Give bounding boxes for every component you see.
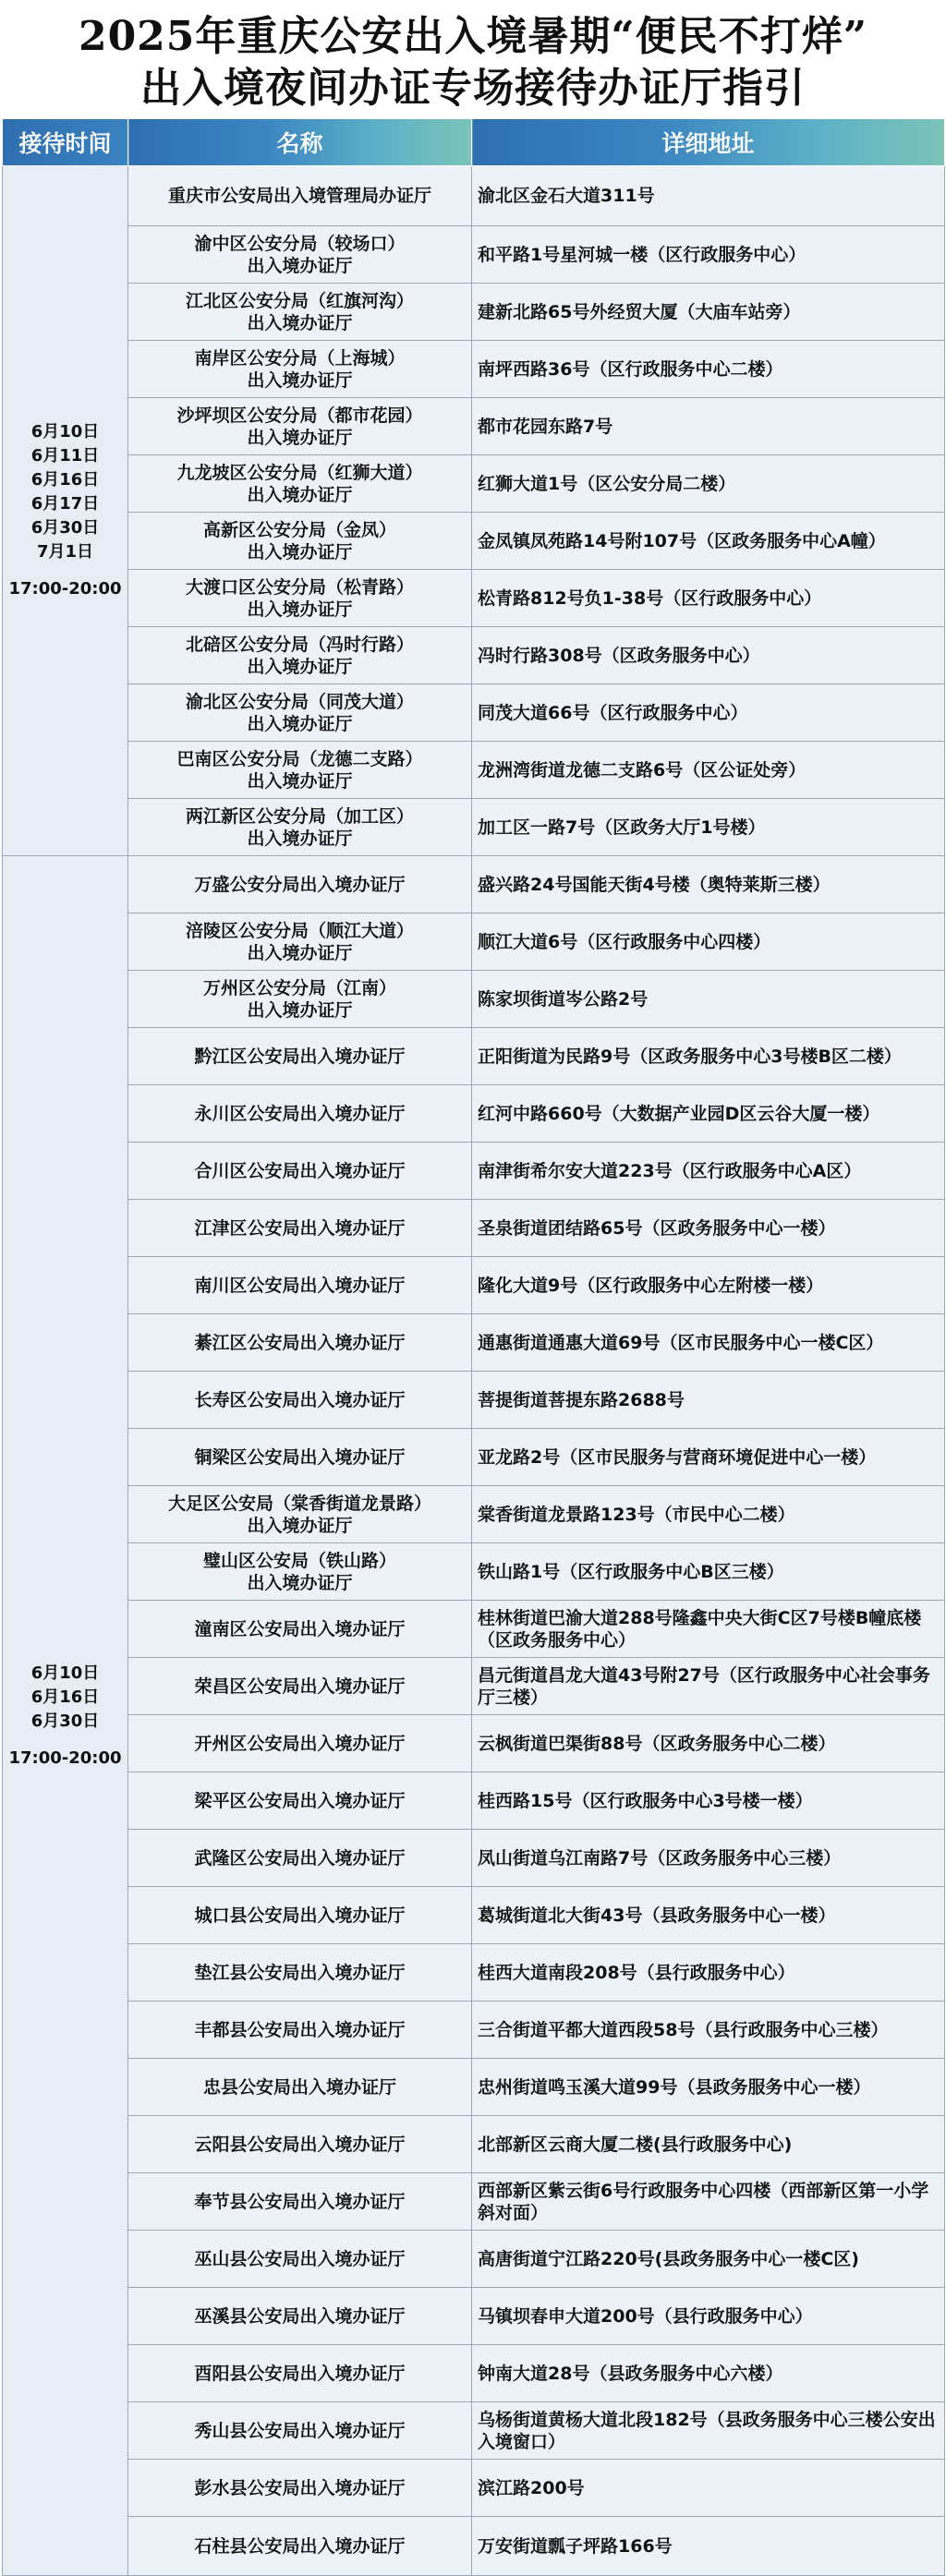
office-name: 沙坪坝区公安分局（都市花园） 出入境办证厅 <box>128 398 472 455</box>
office-address: 桂西路15号（区行政服务中心3号楼一楼） <box>472 1772 945 1830</box>
table-row <box>3 2116 945 2173</box>
title-line-1: 2025年重庆公安出入境暑期“便民不打烊” <box>78 13 868 60</box>
office-name: 城口县公安局出入境办证厅 <box>128 1887 472 1944</box>
office-address: 红河中路660号（大数据产业园D区云谷大厦一楼） <box>472 1085 945 1143</box>
table-row <box>3 2460 945 2517</box>
office-table <box>2 118 945 2576</box>
header-name: 名称 <box>128 119 472 166</box>
office-address: 南坪西路36号（区行政服务中心二楼） <box>472 341 945 398</box>
table-row <box>3 1772 945 1830</box>
table-row <box>3 226 945 284</box>
table-row <box>3 2288 945 2345</box>
page-title <box>0 0 946 118</box>
table-header-row <box>3 119 945 166</box>
date-item: 7月1日 <box>36 542 94 562</box>
table-row <box>3 1372 945 1429</box>
office-address: 桂西大道南段208号（县行政服务中心） <box>472 1944 945 2002</box>
table-row <box>3 1543 945 1601</box>
office-name: 巫山县公安局出入境办证厅 <box>128 2231 472 2288</box>
section2-hours: 17:00-20:00 <box>8 1748 122 1768</box>
office-address: 铁山路1号（区行政服务中心B区三楼） <box>472 1543 945 1601</box>
office-address: 顺江大道6号（区行政服务中心四楼） <box>472 913 945 971</box>
section1-dates <box>6 420 124 564</box>
date-item: 6月30日 <box>30 1711 100 1731</box>
table-row <box>3 913 945 971</box>
office-name: 铜梁区公安局出入境办证厅 <box>128 1429 472 1486</box>
date-item: 6月30日 <box>30 518 100 538</box>
table-row <box>3 398 945 455</box>
office-address: 圣泉街道团结路65号（区政务服务中心一楼） <box>472 1200 945 1257</box>
date-item: 6月16日 <box>30 470 100 490</box>
office-address: 隆化大道9号（区行政服务中心左附楼一楼） <box>472 1257 945 1314</box>
table-row <box>3 1314 945 1372</box>
office-address: 陈家坝街道岑公路2号 <box>472 971 945 1028</box>
office-name: 彭水县公安局出入境办证厅 <box>128 2460 472 2517</box>
office-address: 马镇坝春申大道200号（县行政服务中心） <box>472 2288 945 2345</box>
office-address: 万安街道瓢子坪路166号 <box>472 2517 945 2576</box>
office-name: 九龙坡区公安分局（红狮大道） 出入境办证厅 <box>128 455 472 513</box>
date-item: 6月16日 <box>30 1687 100 1707</box>
table-row <box>3 1715 945 1772</box>
office-address: 渝北区金石大道311号 <box>472 166 945 226</box>
table-row <box>3 513 945 570</box>
table-row <box>3 1486 945 1543</box>
office-name: 永川区公安局出入境办证厅 <box>128 1085 472 1143</box>
office-address: 通惠街道通惠大道69号（区市民服务中心一楼C区） <box>472 1314 945 1372</box>
office-name: 南岸区公安分局（上海城） 出入境办证厅 <box>128 341 472 398</box>
table-row <box>3 1143 945 1200</box>
office-address: 三合街道平都大道西段58号（县行政服务中心三楼） <box>472 2002 945 2059</box>
header-time: 接待时间 <box>3 119 128 166</box>
office-address: 凤山街道乌江南路7号（区政务服务中心三楼） <box>472 1830 945 1887</box>
office-name: 石柱县公安局出入境办证厅 <box>128 2517 472 2576</box>
office-name: 渝北区公安分局（同茂大道） 出入境办证厅 <box>128 684 472 742</box>
section1-time-cell <box>3 166 128 856</box>
office-name: 武隆区公安局出入境办证厅 <box>128 1830 472 1887</box>
table-row <box>3 1028 945 1085</box>
office-address: 都市花园东路7号 <box>472 398 945 455</box>
office-name: 涪陵区公安分局（顺江大道） 出入境办证厅 <box>128 913 472 971</box>
office-name: 江北区公安分局（红旗河沟） 出入境办证厅 <box>128 284 472 341</box>
table-body <box>3 166 945 2576</box>
table-row <box>3 1200 945 1257</box>
office-address: 同茂大道66号（区行政服务中心） <box>472 684 945 742</box>
table-row <box>3 684 945 742</box>
office-address: 红狮大道1号（区公安分局二楼） <box>472 455 945 513</box>
table-row <box>3 1658 945 1715</box>
office-name: 秀山县公安局出入境办证厅 <box>128 2402 472 2460</box>
table-row <box>3 2173 945 2231</box>
office-address: 和平路1号星河城一楼（区行政服务中心） <box>472 226 945 284</box>
office-address: 滨江路200号 <box>472 2460 945 2517</box>
office-address: 南津街希尔安大道223号（区行政服务中心A区） <box>472 1143 945 1200</box>
office-name: 奉节县公安局出入境办证厅 <box>128 2173 472 2231</box>
header-address: 详细地址 <box>472 119 945 166</box>
office-address: 建新北路65号外经贸大厦（大庙车站旁） <box>472 284 945 341</box>
date-item: 6月17日 <box>30 494 100 514</box>
office-address: 亚龙路2号（区市民服务与营商环境促进中心一楼） <box>472 1429 945 1486</box>
office-address: 龙洲湾街道龙德二支路6号（区公证处旁） <box>472 742 945 799</box>
office-name: 长寿区公安局出入境办证厅 <box>128 1372 472 1429</box>
table-row <box>3 2231 945 2288</box>
table-row <box>3 1601 945 1658</box>
table-row <box>3 341 945 398</box>
table-row <box>3 799 945 856</box>
office-name: 开州区公安局出入境办证厅 <box>128 1715 472 1772</box>
office-name: 梁平区公安局出入境办证厅 <box>128 1772 472 1830</box>
office-name: 渝中区公安分局（较场口） 出入境办证厅 <box>128 226 472 284</box>
office-address: 乌杨街道黄杨大道北段182号（县政务服务中心三楼公安出入境窗口） <box>472 2402 945 2460</box>
table-row <box>3 742 945 799</box>
office-name: 璧山区公安局（铁山路） 出入境办证厅 <box>128 1543 472 1601</box>
time-gap <box>6 1734 124 1747</box>
table-row <box>3 2402 945 2460</box>
office-address: 菩提街道菩提东路2688号 <box>472 1372 945 1429</box>
office-name: 两江新区公安分局（加工区） 出入境办证厅 <box>128 799 472 856</box>
section1-hours: 17:00-20:00 <box>8 579 122 599</box>
office-name: 北碚区公安分局（冯时行路） 出入境办证厅 <box>128 627 472 684</box>
office-address: 盛兴路24号国能天街4号楼（奥特莱斯三楼） <box>472 856 945 913</box>
table-row <box>3 2002 945 2059</box>
table-row <box>3 1830 945 1887</box>
section2-time-cell <box>3 856 128 2576</box>
table-row <box>3 570 945 627</box>
table-row <box>3 1887 945 1944</box>
office-address: 云枫街道巴渠街88号（区政务服务中心二楼） <box>472 1715 945 1772</box>
office-name: 巴南区公安分局（龙德二支路） 出入境办证厅 <box>128 742 472 799</box>
title-line-2: 出入境夜间办证专场接待办证厅指引 <box>140 65 806 112</box>
office-name: 大渡口区公安分局（松青路） 出入境办证厅 <box>128 570 472 627</box>
table-row <box>3 1429 945 1486</box>
office-address: 松青路812号负1-38号（区行政服务中心） <box>472 570 945 627</box>
office-address: 加工区一路7号（区政务大厅1号楼） <box>472 799 945 856</box>
office-name: 巫溪县公安局出入境办证厅 <box>128 2288 472 2345</box>
office-address: 冯时行路308号（区政务服务中心） <box>472 627 945 684</box>
office-name: 大足区公安局（棠香街道龙景路） 出入境办证厅 <box>128 1486 472 1543</box>
office-name: 高新区公安分局（金凤） 出入境办证厅 <box>128 513 472 570</box>
table-row <box>3 1944 945 2002</box>
office-name: 忠县公安局出入境办证厅 <box>128 2059 472 2116</box>
office-address: 桂林街道巴渝大道288号隆鑫中央大街C区7号楼B幢底楼（区政务服务中心） <box>472 1601 945 1658</box>
office-address: 西部新区紫云街6号行政服务中心四楼（西部新区第一小学斜对面） <box>472 2173 945 2231</box>
table-row <box>3 284 945 341</box>
office-name: 江津区公安局出入境办证厅 <box>128 1200 472 1257</box>
office-name: 合川区公安局出入境办证厅 <box>128 1143 472 1200</box>
office-name: 重庆市公安局出入境管理局办证厅 <box>128 166 472 226</box>
table-row <box>3 856 945 913</box>
office-address: 正阳街道为民路9号（区政务服务中心3号楼B区二楼） <box>472 1028 945 1085</box>
office-name: 潼南区公安局出入境办证厅 <box>128 1601 472 1658</box>
table-row <box>3 2345 945 2402</box>
office-name: 万盛公安分局出入境办证厅 <box>128 856 472 913</box>
office-name: 云阳县公安局出入境办证厅 <box>128 2116 472 2173</box>
table-row <box>3 1257 945 1314</box>
table-row <box>3 2517 945 2576</box>
office-address: 昌元街道昌龙大道43号附27号（区行政服务中心社会事务厅三楼） <box>472 1658 945 1715</box>
office-address: 高唐街道宁江路220号(县政务服务中心一楼C区) <box>472 2231 945 2288</box>
office-address: 忠州街道鸣玉溪大道99号（县政务服务中心一楼） <box>472 2059 945 2116</box>
time-gap <box>6 564 124 577</box>
office-address: 棠香街道龙景路123号（市民中心二楼） <box>472 1486 945 1543</box>
table-row <box>3 166 945 226</box>
office-name: 丰都县公安局出入境办证厅 <box>128 2002 472 2059</box>
section2-dates <box>6 1662 124 1734</box>
office-name: 荣昌区公安局出入境办证厅 <box>128 1658 472 1715</box>
date-item: 6月11日 <box>30 446 100 466</box>
office-name: 垫江县公安局出入境办证厅 <box>128 1944 472 2002</box>
date-item: 6月10日 <box>30 422 100 441</box>
table-row <box>3 455 945 513</box>
office-address: 金凤镇凤苑路14号附107号（区政务服务中心A幢） <box>472 513 945 570</box>
office-address: 葛城街道北大街43号（县政务服务中心一楼） <box>472 1887 945 1944</box>
office-address: 钟南大道28号（县政务服务中心六楼） <box>472 2345 945 2402</box>
office-name: 南川区公安局出入境办证厅 <box>128 1257 472 1314</box>
table-row <box>3 627 945 684</box>
office-name: 黔江区公安局出入境办证厅 <box>128 1028 472 1085</box>
date-item: 6月10日 <box>30 1663 100 1683</box>
office-name: 綦江区公安局出入境办证厅 <box>128 1314 472 1372</box>
office-name: 万州区公安分局（江南） 出入境办证厅 <box>128 971 472 1028</box>
table-row <box>3 971 945 1028</box>
table-row <box>3 2059 945 2116</box>
office-address: 北部新区云商大厦二楼(县行政服务中心) <box>472 2116 945 2173</box>
office-name: 酉阳县公安局出入境办证厅 <box>128 2345 472 2402</box>
table-row <box>3 1085 945 1143</box>
